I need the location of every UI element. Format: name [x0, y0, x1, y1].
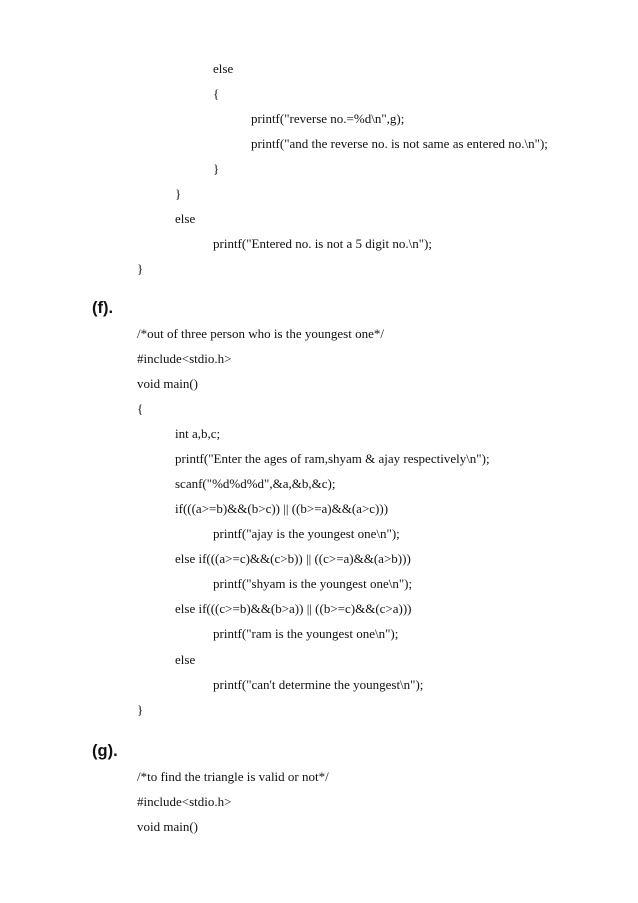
code-line: printf("Entered no. is not a 5 digit no.\n"); — [213, 236, 432, 251]
code-line: if(((a>=b)&&(b>c)) || ((b>=a)&&(a>c))) — [175, 501, 389, 516]
code-line: printf("can't determine the youngest\n"); — [213, 677, 424, 692]
code-line: printf("shyam is the youngest one\n"); — [213, 576, 413, 591]
code-line: #include<stdio.h> — [137, 351, 232, 366]
code-line: else — [213, 61, 234, 76]
code-line: else — [175, 211, 196, 226]
code-line: printf("reverse no.=%d\n",g); — [251, 111, 405, 126]
code-line: } — [137, 261, 144, 276]
code-line: else — [175, 652, 196, 667]
code-comment: /*out of three person who is the youngest one*/ — [137, 326, 384, 341]
code-comment: /*to find the triangle is valid or not*/ — [137, 769, 329, 784]
code-line: scanf("%d%d%d",&a,&b,&c); — [175, 476, 336, 491]
code-line: #include<stdio.h> — [137, 794, 232, 809]
code-line: { — [213, 86, 220, 101]
section-heading-f: (f). — [92, 299, 114, 317]
code-line: printf("ajay is the youngest one\n"); — [213, 526, 400, 541]
section-heading-g: (g). — [92, 742, 118, 760]
code-line: printf("and the reverse no. is not same as entered no.\n"); — [251, 136, 548, 151]
code-line: void main() — [137, 819, 199, 834]
code-line: else if(((a>=c)&&(c>b)) || ((c>=a)&&(a>b))) — [175, 551, 411, 566]
code-line: } — [175, 186, 182, 201]
code-line: } — [213, 161, 220, 176]
code-line: } — [137, 702, 144, 717]
code-line: printf("ram is the youngest one\n"); — [213, 626, 399, 641]
code-line: printf("Enter the ages of ram,shyam & ajay respectively\n"); — [175, 451, 490, 466]
code-line: int a,b,c; — [175, 426, 221, 441]
code-line: { — [137, 401, 144, 416]
code-line: void main() — [137, 376, 199, 391]
code-line: else if(((c>=b)&&(b>a)) || ((b>=c)&&(c>a))) — [175, 601, 412, 616]
